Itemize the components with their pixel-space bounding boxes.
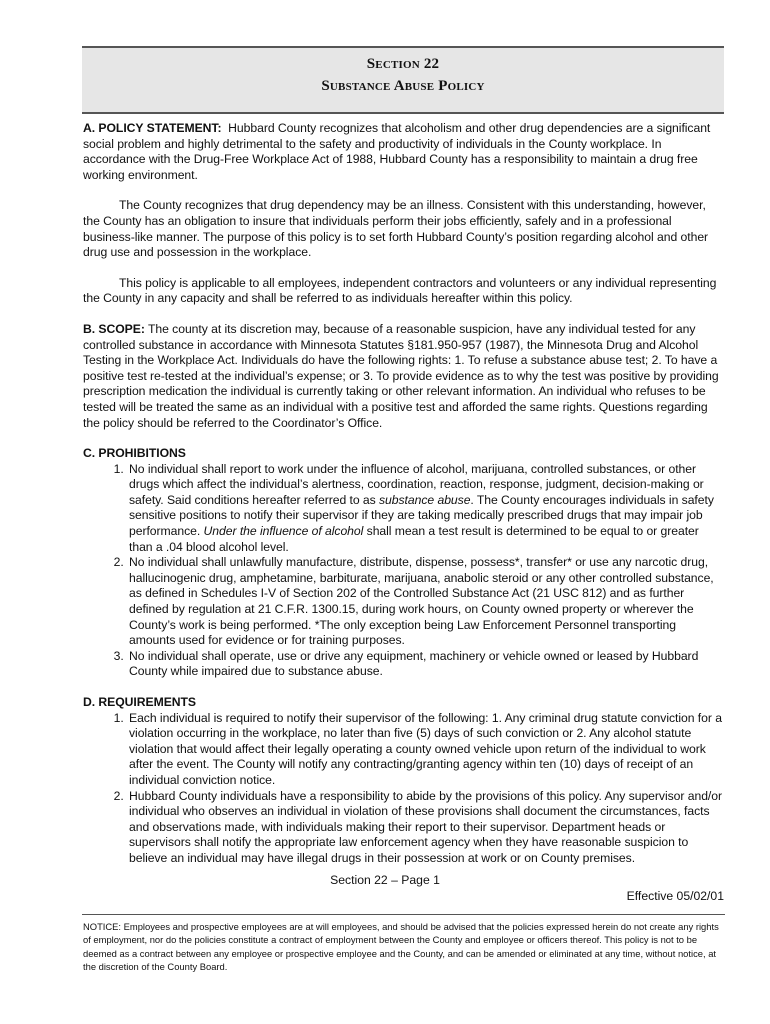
prohibitions-heading: C. PROHIBITIONS: [83, 446, 186, 461]
section-header: [82, 46, 724, 114]
requirements-heading: D. REQUIREMENTS: [83, 695, 197, 709]
prohibition-1-text-b: . The County encourages individuals in safety sensitive positions to notify their supervisor if they are taking medically prescribed drugs that may impair job performance.: [129, 492, 714, 539]
policy-body: [83, 121, 725, 882]
scope-heading: B. SCOPE:: [83, 321, 145, 336]
prohibition-1-text-c: shall mean a test result is determined to be equal to or greater than a .04 blood alcohol level.: [129, 524, 699, 554]
scope-text: The county at its discretion may, because of a reasonable suspicion, have any individual tested for any controlled substance in accordance with Minnesota Statutes §181.950-957 (1987), the Minnesota Drug and Alcohol Testing in the Workplace Act. Individuals do have the following rights: 1. To refuse a substance abuse test; 2. To have a positive test re-tested at the individual’s expense; or 3. To provide evidence as to why the test was positive by providing prescription medication the individual is currently taking or other relevant information. An individual who refuses to be tested will be treated the same as an individual with a positive test and afforded the same rights. Questions regarding the policy should be referred to the Coordinator’s Office.: [83, 321, 719, 430]
prohibition-1-term-substance-abuse: substance abuse: [379, 492, 471, 507]
prohibition-item: 3. No individual shall operate, use or drive any equipment, machinery or vehicle owned or leased by Hubbard County while impaired due to substance abuse.: [127, 649, 725, 680]
page-number: Section 22 – Page 1: [330, 873, 440, 887]
effective-date: Effective 05/02/01: [626, 889, 724, 903]
policy-statement-heading: A. POLICY STATEMENT:: [83, 121, 222, 135]
legal-notice: NOTICE: Employees and prospective employees are at will employees, and should be advised that the policies expressed herein do not create any rights of employment, nor do the policies constitute a contract of employment between the County and employee or officers thereof. This policy is not to be deemed as a contract between any employee or prospective employee and the County, and can be amended or eliminated at any time, without notice, at the discretion of the County Board.: [83, 921, 719, 973]
requirement-item: 2. Hubbard County individuals have a responsibility to abide by the provisions of this policy. Any supervisor and/or individual who observes an individual in violation of these provisions shall document the circumstances, facts and observations made, with individuals making their report to their supervisor. Department heads or supervisors shall notify the appropriate law enforcement agency when they have reasonable suspicion to believe an individual may have illegal drugs in their possession at work or on County premises.: [127, 789, 725, 867]
policy-paragraph-2: The County recognizes that drug dependency may be an illness. Consistent with this understanding, however, the County has an obligation to insure that individuals perform their jobs efficiently, safely and in a professional business-like manner. The purpose of this policy is to set forth Hubbard County’s position regarding alcohol and other drug use and possession in the workplace.: [83, 198, 709, 260]
section-number: Section 22: [366, 56, 440, 72]
section-title: Substance Abuse Policy: [321, 78, 485, 94]
scope-section: [83, 322, 725, 431]
footer-divider: [82, 914, 725, 915]
requirement-item: 1. Each individual is required to notify their supervisor of the following: 1. Any criminal drug statute conviction for a violation occurring in the workplace, no later than five (5) days of such conviction or 2. Any alcohol statute violation that would affect their legally operating a county owned vehicle upon return of the individual to work after the event. The County will notify any contracting/granting agency within ten (10) days of receipt of an individual conviction notice.: [127, 711, 725, 789]
policy-statement: [83, 121, 725, 183]
prohibition-item: 2. No individual shall unlawfully manufacture, distribute, dispense, possess*, transfer* or use any narcotic drug, hallucinogenic drug, amphetamine, barbiturate, marijuana, anabolic steroid or any other controlled substance, as defined in Schedules I-V of Section 202 of the Controlled Substance Act (21 USC 812) and as further defined by regulation at 21 C.F.R. 1300.15, during work hours, on County owned property or wherever the County’s work is being performed. *The only exception being Law Enforcement Personnel transporting amounts used for evidence or for training purposes.: [127, 555, 725, 649]
prohibition-item: [127, 462, 725, 556]
policy-statement-text: Hubbard County recognizes that alcoholism and other drug dependencies are a significant social problem and highly detrimental to the safety and productivity of individuals in the County workplace. In accordance with the Drug-Free Workplace Act of 1988, Hubbard County has a responsibility to maintain a drug free working environment.: [83, 121, 711, 182]
prohibition-1-text-a: No individual shall report to work under the influence of alcohol, marijuana, controlled substances, or other drugs which affect the individual’s alertness, coordination, reaction, response, judgment, decision-making or safety. Said conditions hereafter referred to as: [129, 461, 704, 507]
requirements-list: [83, 711, 725, 867]
prohibitions-list: [83, 462, 725, 680]
policy-paragraph-3: This policy is applicable to all employees, independent contractors and volunteers or any individual representing the County in any capacity and shall be referred to as individuals hereafter within this policy.: [83, 275, 717, 306]
prohibition-1-term-under-influence: Under the influence of alcohol: [203, 524, 364, 539]
